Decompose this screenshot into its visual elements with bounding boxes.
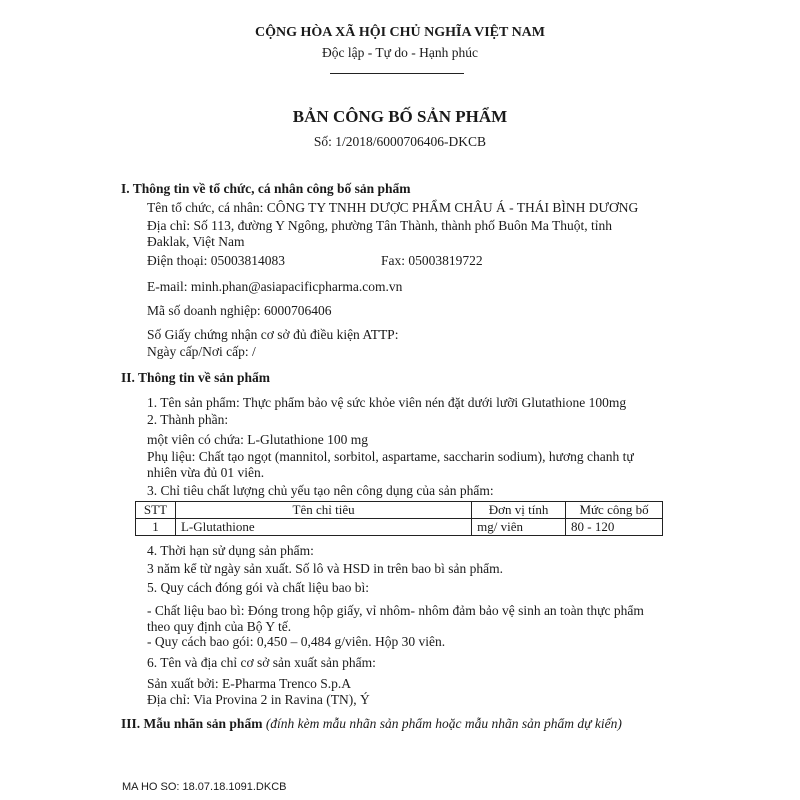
shelf-life-title: 4. Thời hạn sử dụng sản phẩm: — [147, 543, 314, 558]
table-cell: L-Glutathione — [175, 519, 471, 536]
dossier-code: MA HO SO: 18.07.18.1091.DKCB — [122, 781, 287, 793]
phone: Điện thoại: 05003814083 — [147, 253, 285, 268]
ingredients-title: 2. Thành phần: — [147, 412, 229, 427]
shelf-life: 3 năm kể từ ngày sản xuất. Số lô và HSD in trên bao bì sản phẩm. — [147, 561, 504, 576]
excipients-line-1: Phụ liệu: Chất tạo ngọt (mannitol, sorbitol, aspartame, saccharin sodium), hương chanh tự — [147, 449, 634, 464]
cert-issue-date: Ngày cấp/Nơi cấp: / — [147, 344, 256, 359]
packaging-material-line-1: - Chất liệu bao bì: Đóng trong hộp giấy, vỉ nhôm- nhôm đảm bảo vệ sinh an toàn thực phẩm — [147, 603, 644, 618]
quality-criteria-table — [135, 501, 663, 536]
packaging-title: 5. Quy cách đóng gói và chất liệu bao bì: — [147, 580, 369, 595]
address-line-1: Địa chỉ: Số 113, đường Y Ngông, phường Tân Thành, thành phố Buôn Ma Thuột, tỉnh — [147, 218, 613, 233]
food-safety-cert: Số Giấy chứng nhận cơ sở đủ điều kiện ATTP: — [147, 327, 399, 342]
manufacturer-title: 6. Tên và địa chỉ cơ sở sản xuất sản phẩm: — [147, 655, 376, 670]
section-3 — [121, 716, 622, 732]
table-cell: 80 - 120 — [566, 519, 663, 536]
table-cell: 1 — [136, 519, 176, 536]
organization-name: Tên tổ chức, cá nhân: CÔNG TY TNHH DƯỢC PHẨM CHÂU Á - THÁI BÌNH DƯƠNG — [147, 200, 639, 215]
document-number: Số: 1/2018/6000706406-DKCB — [313, 134, 487, 149]
excipients-line-2: nhiên vừa đủ 01 viên. — [147, 465, 265, 480]
manufacturer-address: Địa chỉ: Via Provina 2 in Ravina (TN), Ý — [147, 692, 370, 707]
table-cell: mg/ viên — [472, 519, 566, 536]
section-3-note: (đính kèm mẫu nhãn sản phẩm hoặc mẫu nhãn sản phẩm dự kiến) — [265, 716, 622, 731]
manufacturer-name: Sản xuất bởi: E-Pharma Trenco S.p.A — [147, 676, 352, 691]
table-row — [136, 519, 663, 536]
quality-criteria-title: 3. Chỉ tiêu chất lượng chủ yếu tạo nên công dụng của sản phẩm: — [147, 483, 494, 498]
header-divider — [330, 73, 464, 74]
ingredients-main: một viên có chứa: L-Glutathione 100 mg — [147, 432, 369, 447]
section-2-heading: II. Thông tin về sản phẩm — [121, 370, 271, 385]
packaging-material-line-2: theo quy định của Bộ Y tế. — [147, 619, 292, 634]
address-line-2: Đaklak, Việt Nam — [147, 234, 245, 249]
table-header-cell: Mức công bố — [566, 502, 663, 519]
table-header-cell: Đơn vị tính — [472, 502, 566, 519]
tax-code: Mã số doanh nghiệp: 6000706406 — [147, 303, 332, 318]
nation-heading: CỘNG HÒA XÃ HỘI CHỦ NGHĨA VIỆT NAM — [254, 25, 545, 40]
product-name: 1. Tên sản phẩm: Thực phẩm bảo vệ sức khỏe viên nén đặt dưới lưỡi Glutathione 100mg — [147, 395, 627, 410]
fax: Fax: 05003819722 — [381, 253, 483, 268]
section-3-heading: III. Mẫu nhãn sản phẩm — [121, 716, 263, 731]
packaging-spec: - Quy cách bao gói: 0,450 – 0,484 g/viên. Hộp 30 viên. — [147, 634, 446, 649]
document-title: BẢN CÔNG BỐ SẢN PHẨM — [292, 107, 508, 126]
table-header-cell: Tên chỉ tiêu — [175, 502, 471, 519]
table-header-row — [136, 502, 663, 519]
table-header-cell: STT — [136, 502, 176, 519]
section-1-heading: I. Thông tin về tổ chức, cá nhân công bố sản phẩm — [121, 181, 411, 196]
email: E-mail: minh.phan@asiapacificpharma.com.vn — [147, 279, 403, 294]
motto: Độc lập - Tự do - Hạnh phúc — [322, 45, 478, 60]
